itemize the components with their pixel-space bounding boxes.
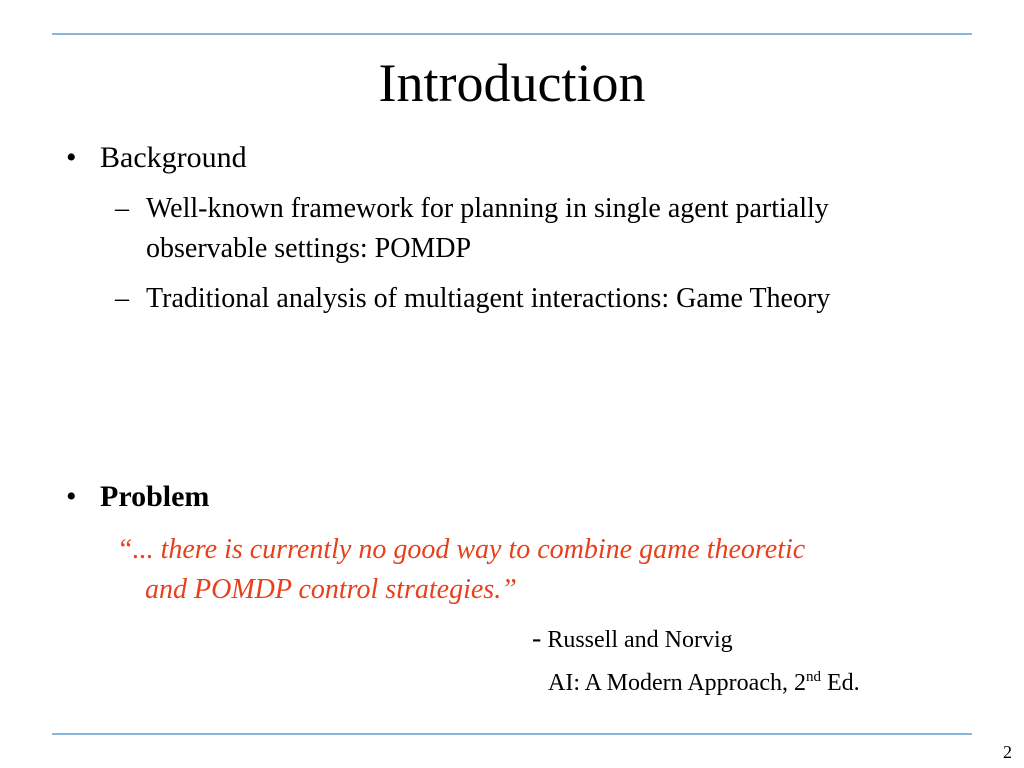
page-number: 2 (1003, 742, 1012, 762)
source-title: AI: A Modern Approach, 2 (548, 670, 806, 696)
sub-item-game-theory-text: Traditional analysis of multiagent interactions: Game Theory (146, 283, 831, 314)
source-edition: Ed. (826, 670, 860, 696)
sub-item-dash: – (115, 283, 129, 314)
attribution-authors: Russell and Norvig (547, 627, 733, 653)
problem-quote (117, 530, 977, 610)
problem-quote-line-2: and POMDP control strategies.” (145, 574, 517, 605)
problem-quote-line-1: “... there is currently no good way to combine game theoretic (117, 534, 806, 565)
attribution-dash: - (532, 623, 542, 654)
source-superscript: nd (805, 669, 821, 685)
bullet-problem-label: Problem (100, 480, 210, 513)
slide-title: Introduction (378, 53, 646, 113)
bullet-dot: • (66, 480, 77, 513)
top-divider (52, 33, 972, 35)
sub-item-pomdp-text: Well-known framework for planning in single agent partially observable settings: POMDP (146, 193, 829, 264)
bottom-divider (52, 733, 972, 735)
quote-attribution (532, 622, 733, 657)
quote-source (548, 666, 860, 700)
bullet-dot: • (66, 141, 77, 174)
sub-item-dash: – (115, 193, 129, 224)
bullet-background-label: Background (100, 141, 247, 174)
